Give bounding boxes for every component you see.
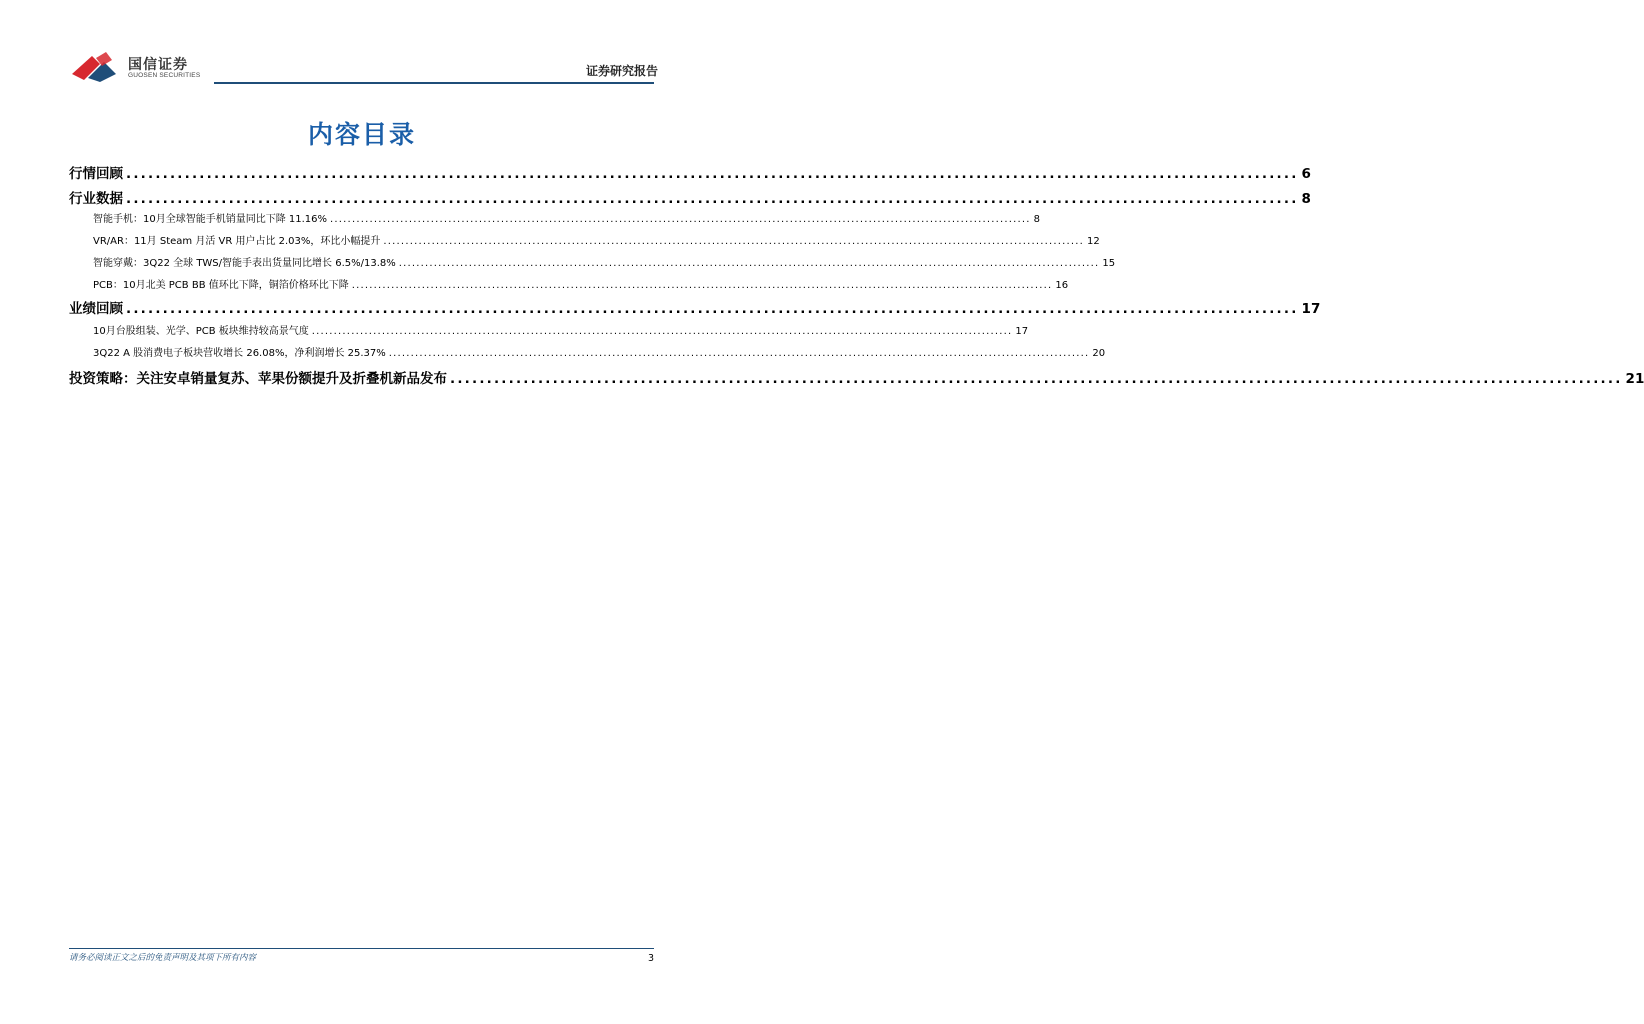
- toc-entry-page: 8: [1301, 191, 1311, 207]
- toc-entry-label: 3Q22 A 股消费电子板块营收增长 26.08%，净利润增长 25.37%: [93, 348, 386, 359]
- toc-entry-label: 行业数据: [69, 191, 123, 207]
- brand-name-cn: 国信证券: [128, 57, 188, 73]
- toc-section-link[interactable]: [69, 367, 1644, 387]
- toc-entry-page: 12: [1087, 236, 1100, 247]
- toc-leader-dots: ................................................................................................................................................................: [311, 326, 1013, 337]
- toc-entry-page: 16: [1055, 280, 1069, 291]
- toc-leader-dots: ................................................................................................................................................................: [351, 280, 1053, 291]
- toc-leader-dots: ................................................................................................................................................................: [126, 166, 1299, 182]
- toc-leader-dots: ................................................................................................................................................................: [330, 214, 1031, 225]
- page-number: 3: [647, 953, 654, 964]
- toc-entry-page: 8: [1033, 214, 1041, 225]
- footer-disclaimer: 请务必阅读正文之后的免责声明及其项下所有内容: [69, 953, 257, 963]
- toc-leader-dots: ................................................................................................................................................................: [388, 348, 1090, 359]
- toc-entry-label: 业绩回顾: [69, 301, 123, 317]
- toc-subsection-link[interactable]: [93, 210, 1041, 225]
- toc-leader-dots: ................................................................................................................................................................: [126, 301, 1299, 317]
- toc-subsection-link[interactable]: [93, 322, 1029, 337]
- toc-leader-dots: ................................................................................................................................................................: [398, 258, 1100, 269]
- toc-entry-label: 行情回顾: [69, 166, 123, 182]
- toc-entry-page: 17: [1015, 326, 1029, 337]
- guosen-logo-icon: [70, 52, 126, 86]
- header-divider: [214, 82, 654, 84]
- toc-entry-label: 投资策略：关注安卓销量复苏、苹果份额提升及折叠机新品发布: [69, 371, 447, 387]
- toc-entry-page: 15: [1102, 258, 1116, 269]
- toc-subsection-link[interactable]: [93, 254, 1116, 269]
- report-type-label: 证券研究报告: [585, 64, 658, 78]
- toc-title: 内容目录: [307, 120, 416, 149]
- toc-leader-dots: ................................................................................................................................................................: [383, 236, 1085, 247]
- toc-subsection-link[interactable]: [93, 276, 1069, 291]
- toc-leader-dots: ................................................................................................................................................................: [126, 191, 1299, 207]
- toc-leader-dots: ................................................................................................................................................................: [450, 371, 1623, 387]
- toc-section-link[interactable]: [69, 297, 1321, 317]
- toc-entry-label: 智能手机：10月全球智能手机销量同比下降 11.16%: [93, 214, 328, 225]
- toc-entry-label: 智能穿戴：3Q22 全球 TWS/智能手表出货量同比增长 6.5%/13.8%: [93, 258, 396, 269]
- brand-name-en: GUOSEN SECURITIES: [128, 72, 201, 79]
- toc-entry-label: PCB：10月北美 PCB BB 值环比下降，铜箔价格环比下降: [93, 280, 349, 291]
- toc-entry-page: 17: [1301, 301, 1321, 317]
- toc-section-link[interactable]: [69, 162, 1311, 182]
- page-header: [0, 0, 724, 90]
- toc-entry-page: 20: [1092, 348, 1106, 359]
- footer-divider: [69, 948, 654, 949]
- toc-subsection-link[interactable]: [93, 232, 1100, 247]
- toc-subsection-link[interactable]: [93, 344, 1106, 359]
- toc-entry-label: VR/AR：11月 Steam 月活 VR 用户占比 2.03%，环比小幅提升: [93, 236, 381, 247]
- toc-entry-label: 10月台股组装、光学、PCB 板块维持较高景气度: [93, 326, 309, 337]
- toc-entry-page: 21: [1625, 371, 1644, 387]
- toc-entry-page: 6: [1301, 166, 1311, 182]
- guosen-logo: [70, 52, 210, 86]
- toc-section-link[interactable]: [69, 187, 1311, 207]
